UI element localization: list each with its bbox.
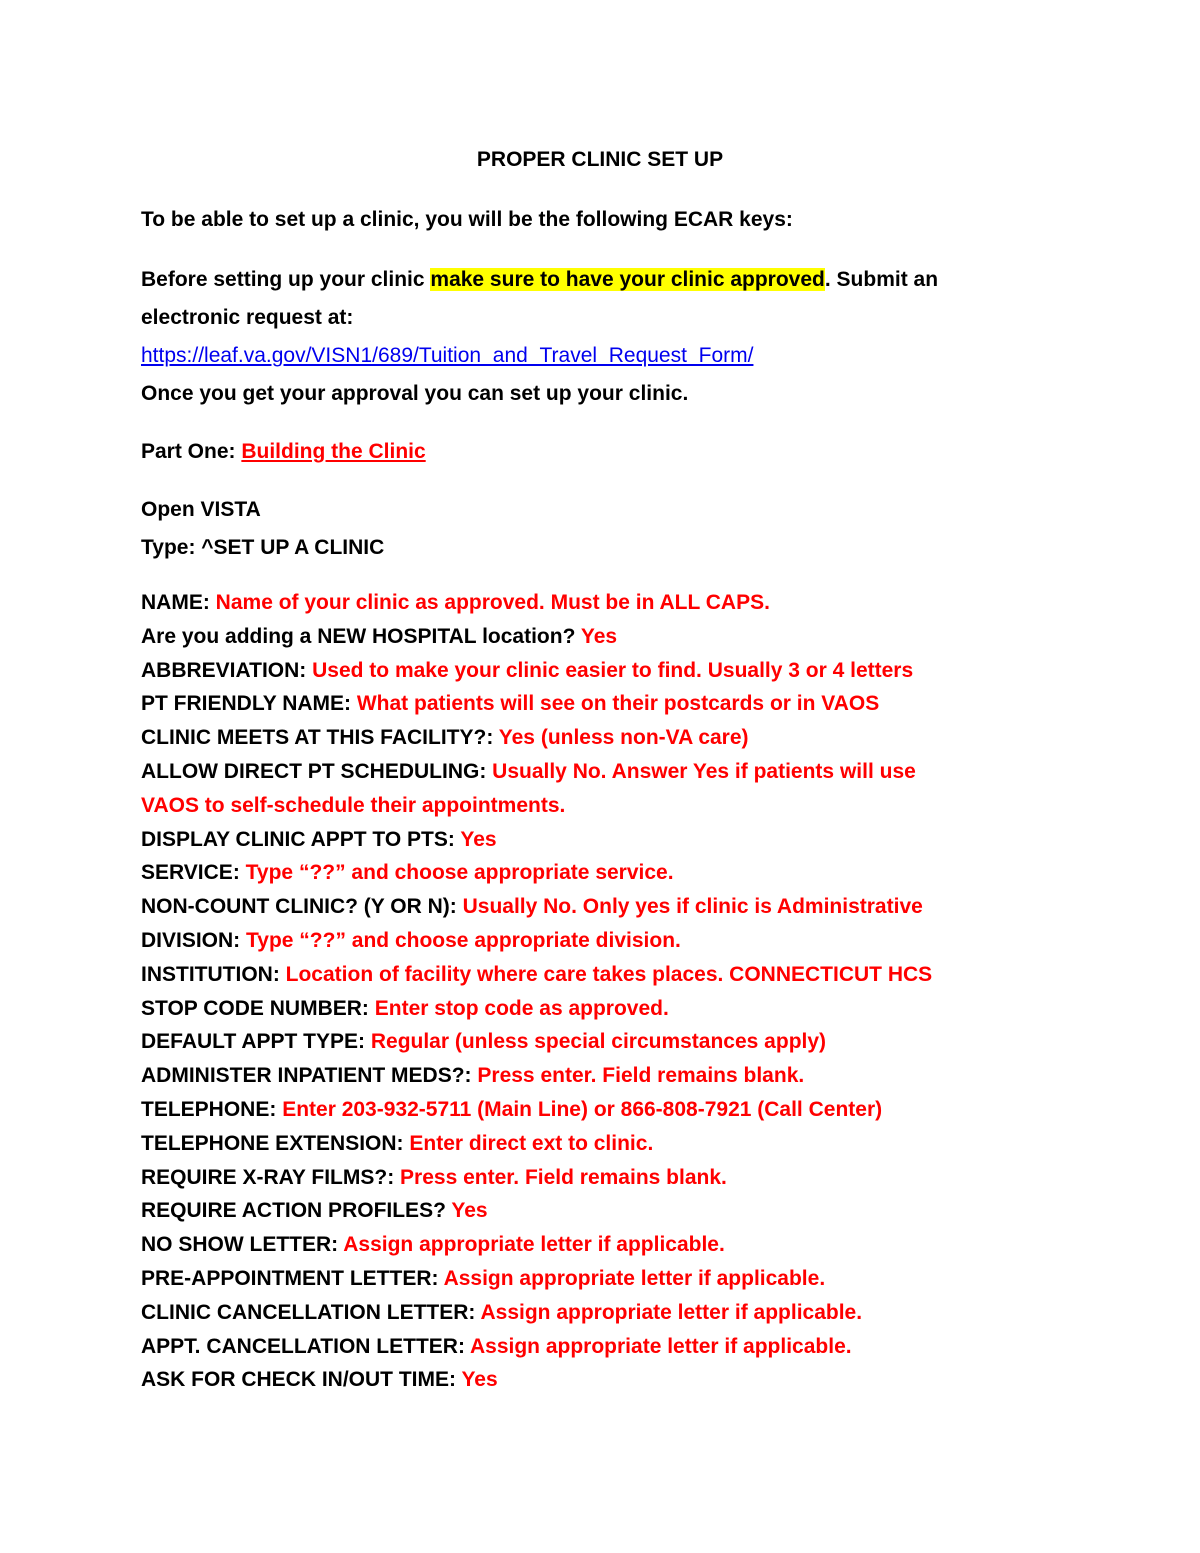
field-value: Yes [460,827,497,851]
field-label: ABBREVIATION: [141,658,313,682]
field-value: Usually No. Only yes if clinic is Administrative [462,895,923,919]
field-label: PRE-APPOINTMENT LETTER: [141,1266,444,1290]
field-row [141,1296,1101,1330]
type-command-step: Type: ^SET UP A CLINIC [141,536,385,559]
open-vista-step: Open VISTA [141,498,261,521]
field-value: Enter direct ext to clinic. [409,1131,654,1155]
approval-after-text: . Submit an [824,268,939,291]
field-label: TELEPHONE EXTENSION: [141,1131,410,1155]
field-label: REQUIRE ACTION PROFILES? [141,1199,452,1223]
field-label: REQUIRE X-RAY FILMS?: [141,1165,401,1189]
field-row [141,890,1101,924]
building-clinic-heading: Building the Clinic [241,440,426,463]
field-label: NAME: [141,591,216,614]
field-row [141,924,1101,958]
field-value: Assign appropriate letter if applicable. [443,1266,826,1290]
request-line: electronic request at: [141,306,354,329]
part-one-label: Part One: [141,440,242,463]
approval-next-line: Once you get your approval you can set up your clinic. [141,382,689,405]
field-value: Assign appropriate letter if applicable. [470,1334,852,1358]
document-body [141,143,1101,1397]
field-value: Press enter. Field remains blank. [477,1064,805,1088]
field-row [141,1025,1101,1059]
field-row [141,1093,1101,1127]
approval-highlight: make sure to have your clinic approved [430,268,825,291]
field-value: Name of your clinic as approved. Must be in ALL CAPS. [215,591,770,614]
field-value: Yes [580,624,618,648]
field-label: DEFAULT APPT TYPE: [141,1030,371,1054]
field-value: VAOS to self-schedule their appointments. [141,793,566,817]
field-label: DIVISION: [141,928,247,952]
field-label: PT FRIENDLY NAME: [141,692,357,716]
ecar-keys-line: To be able to set up a clinic, you will be the following ECAR keys: [141,208,793,231]
field-row [141,1161,1101,1195]
field-row [141,1228,1101,1262]
field-label: NO SHOW LETTER: [141,1233,344,1257]
field-row [141,856,1101,890]
field-value: Enter stop code as approved. [374,996,669,1020]
field-label: INSTITUTION: [141,962,286,986]
field-value: Used to make your clinic easier to find. Usually 3 or 4 letters [312,658,914,682]
request-form-link[interactable]: https://leaf.va.gov/VISN1/689/Tuition_and_Travel_Request_Form/ [141,344,754,367]
field-label: STOP CODE NUMBER: [141,996,375,1020]
field-label: ADMINISTER INPATIENT MEDS?: [141,1064,478,1088]
field-row [141,721,1101,755]
field-row [141,755,1101,789]
field-row [141,1127,1101,1161]
field-value: Yes (unless non-VA care) [498,726,749,750]
field-value: What patients will see on their postcards or in VAOS [356,692,880,716]
field-label: Are you adding a NEW HOSPITAL location? [141,624,581,648]
field-value: Assign appropriate letter if applicable. [480,1300,863,1324]
approval-before-text: Before setting up your clinic [141,268,431,291]
field-row [141,1194,1101,1228]
field-value: Enter 203-932-5711 (Main Line) or 866-808-7921 (Call Center) [282,1097,883,1121]
field-value: Yes [461,1368,498,1392]
field-value: Assign appropriate letter if applicable. [343,1233,725,1257]
part-one-heading [141,433,1101,471]
field-label: CLINIC CANCELLATION LETTER: [141,1300,481,1324]
field-row [141,620,1101,654]
field-label: SERVICE: [141,861,246,885]
field-value: Regular (unless special circumstances apply) [370,1030,827,1054]
request-form-link-line [141,337,1101,375]
field-row [141,1059,1101,1093]
field-row [141,1262,1101,1296]
field-label: ASK FOR CHECK IN/OUT TIME: [141,1368,462,1392]
field-row [141,1330,1101,1364]
field-label: NON-COUNT CLINIC? (Y OR N): [141,895,463,919]
field-row [141,789,1101,823]
clinic-fields-list [141,586,1101,1397]
field-value: Type “??” and choose appropriate service. [245,861,674,885]
field-label: CLINIC MEETS AT THIS FACILITY?: [141,726,499,750]
field-row [141,992,1101,1026]
field-value: Usually No. Answer Yes if patients will use [492,759,916,783]
approval-line [141,261,1101,299]
field-value: Type “??” and choose appropriate division. [246,928,681,952]
field-value: Press enter. Field remains blank. [400,1165,727,1189]
field-row [141,1363,1101,1397]
field-row [141,654,1101,688]
field-row [141,958,1101,992]
field-row [141,823,1101,857]
field-value: Location of facility where care takes places. CONNECTICUT HCS [285,962,933,986]
document-title: PROPER CLINIC SET UP [476,148,724,171]
field-label: APPT. CANCELLATION LETTER: [141,1334,470,1358]
field-label: TELEPHONE: [141,1097,283,1121]
field-row [141,586,1101,620]
field-label: DISPLAY CLINIC APPT TO PTS: [141,827,461,851]
field-label: ALLOW DIRECT PT SCHEDULING: [141,759,493,783]
field-row [141,687,1101,721]
field-value: Yes [451,1199,488,1223]
